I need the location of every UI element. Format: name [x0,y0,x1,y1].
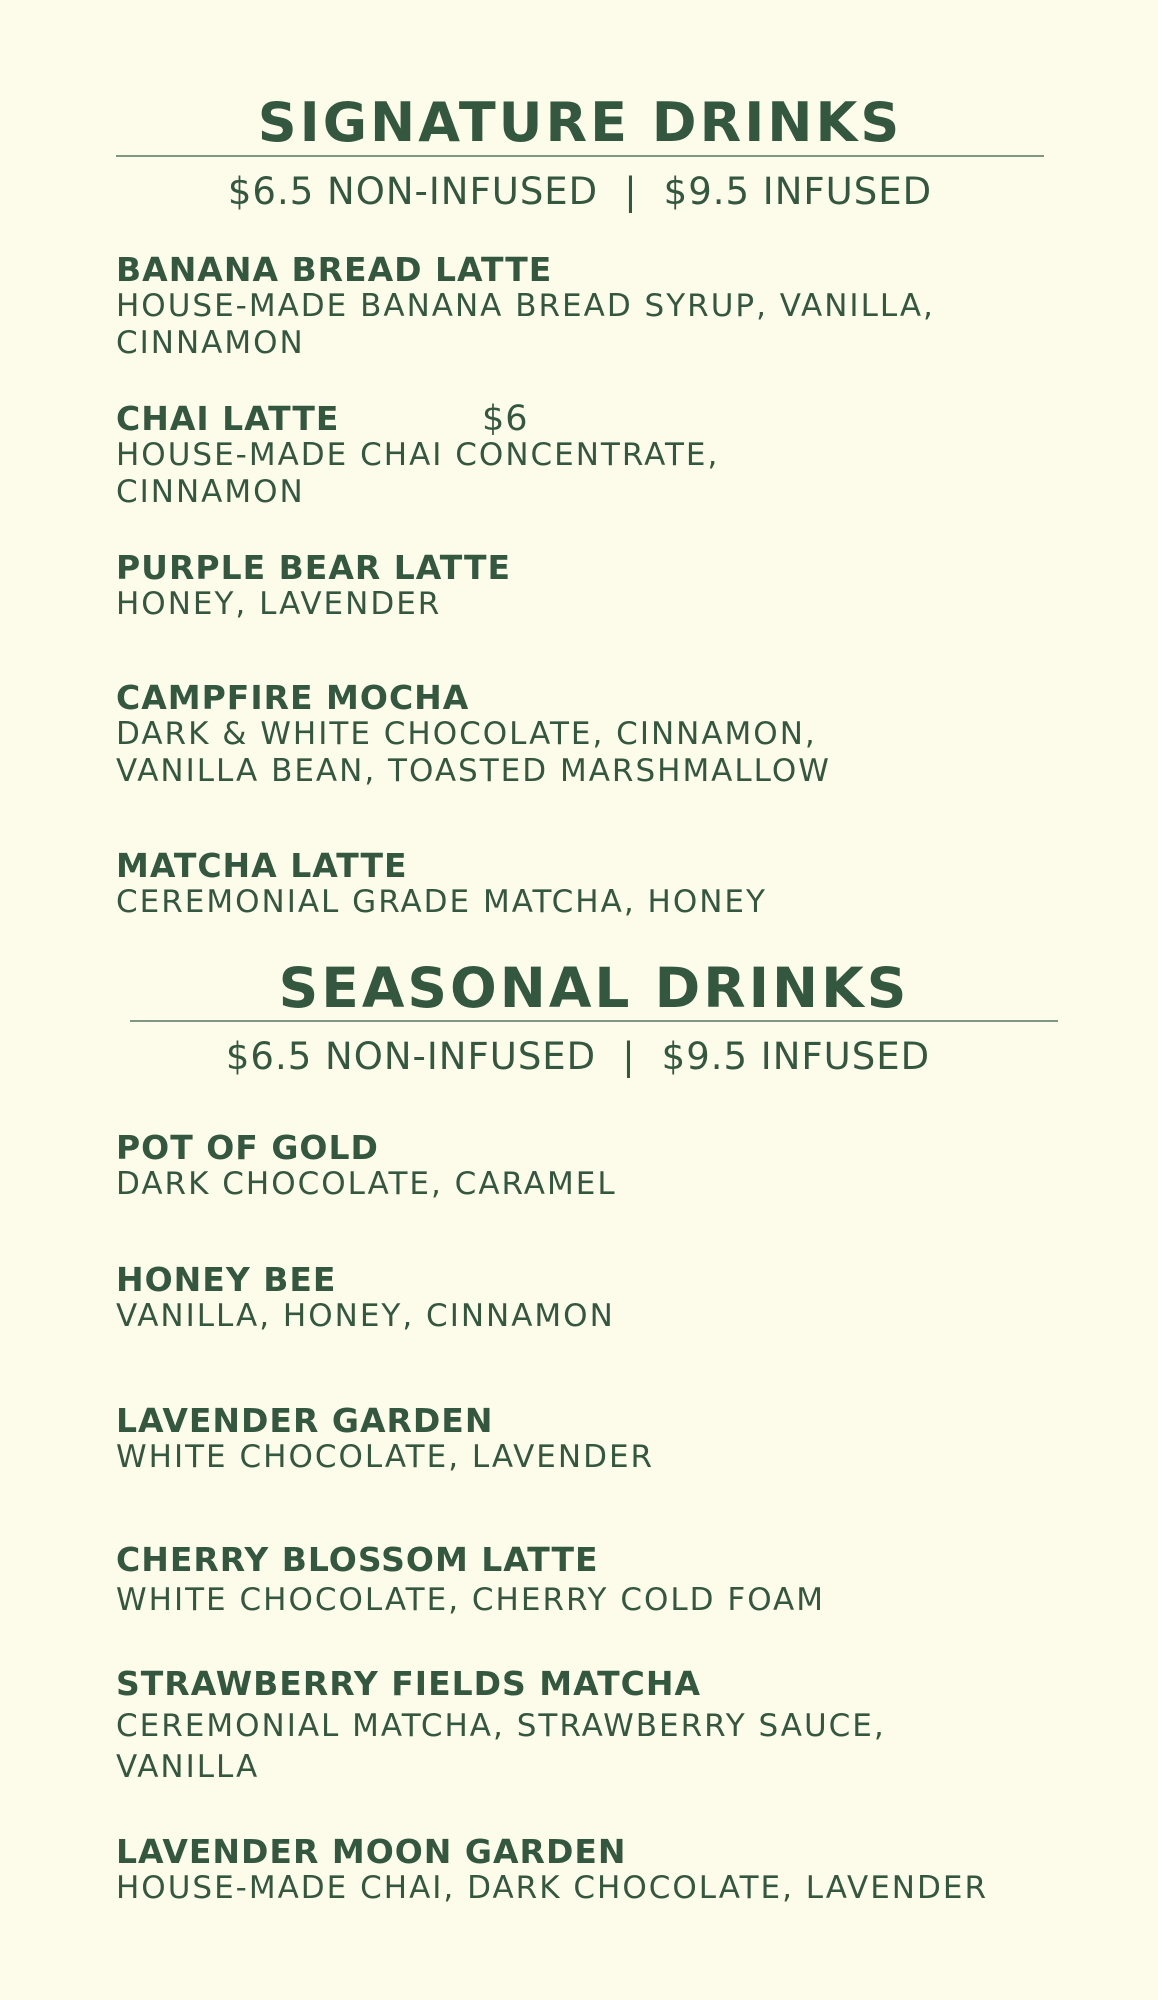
item-description-line: VANILLA, HONEY, CINNAMON [116,1298,615,1334]
item-description [116,288,1076,362]
seasonal-divider [130,1020,1058,1022]
item-description [116,716,1076,790]
item-description [116,1706,1076,1788]
item-description-line: VANILLA BEAN, TOASTED MARSHMALLOW [116,753,831,789]
signature-price-separator: | [624,170,638,213]
item-name: LAVENDER MOON GARDEN [116,1832,627,1871]
signature-price-line [116,170,1044,213]
item-name: MATCHA LATTE [116,846,408,885]
item-name: CHERRY BLOSSOM LATTE [116,1540,599,1579]
item-price: $6 [482,399,529,439]
signature-divider [116,155,1044,157]
item-description-line: CEREMONIAL MATCHA, STRAWBERRY SAUCE, [116,1708,886,1744]
menu-item-chai-latte [116,401,1076,511]
item-name: HONEY BEE [116,1260,337,1299]
item-description-line: HOUSE-MADE CHAI CONCENTRATE, [116,437,720,473]
menu-item-pot-of-gold [116,1130,1076,1203]
item-name: POT OF GOLD [116,1128,379,1167]
seasonal-price-non-infused: $6.5 NON-INFUSED [225,1035,597,1078]
menu-item-matcha-latte [116,848,1076,921]
menu-item-strawberry-fields-matcha [116,1666,1076,1788]
item-description [116,586,1076,623]
signature-section-title: SIGNATURE DRINKS [257,91,903,154]
item-description-line: CINNAMON [116,325,305,361]
item-description [116,437,1076,511]
menu-item-honey-bee [116,1262,1076,1335]
seasonal-section-title: SEASONAL DRINKS [278,956,910,1020]
item-description-line: WHITE CHOCOLATE, LAVENDER [116,1439,655,1475]
seasonal-price-separator: | [622,1035,636,1078]
item-name: CAMPFIRE MOCHA [116,678,470,717]
item-description [116,884,1076,921]
item-name: LAVENDER GARDEN [116,1401,494,1440]
item-description-line: CEREMONIAL GRADE MATCHA, HONEY [116,884,767,920]
menu-item-cherry-blossom-latte [116,1542,1076,1619]
seasonal-price-infused: $9.5 INFUSED [661,1035,931,1078]
menu-item-banana-bread-latte [116,252,1076,362]
item-description-line: VANILLA [116,1749,260,1785]
item-description-line: HOUSE-MADE BANANA BREAD SYRUP, VANILLA, [116,288,935,324]
item-name: STRAWBERRY FIELDS MATCHA [116,1664,701,1703]
menu-item-lavender-moon-garden [116,1834,1076,1907]
signature-price-non-infused: $6.5 NON-INFUSED [227,170,599,213]
item-description [116,1298,1076,1335]
signature-price-infused: $9.5 INFUSED [663,170,933,213]
item-name: CHAI LATTE [116,399,340,438]
item-description [116,1166,1076,1203]
menu-item-campfire-mocha [116,680,1076,790]
item-description [116,1439,1076,1476]
item-description [116,1582,1076,1619]
seasonal-price-line [114,1035,1042,1078]
item-description-line: HONEY, LAVENDER [116,586,442,622]
item-description-line: DARK & WHITE CHOCOLATE, CINNAMON, [116,716,817,752]
menu-item-lavender-garden [116,1403,1076,1476]
item-description-line: CINNAMON [116,474,305,510]
item-description-line: HOUSE-MADE CHAI, DARK CHOCOLATE, LAVENDER [116,1870,988,1906]
item-description [116,1870,1076,1907]
item-name: BANANA BREAD LATTE [116,250,553,289]
item-name: PURPLE BEAR LATTE [116,548,512,587]
item-description-line: DARK CHOCOLATE, CARAMEL [116,1166,617,1202]
menu-item-purple-bear-latte [116,550,1076,623]
item-description-line: WHITE CHOCOLATE, CHERRY COLD FOAM [116,1582,826,1618]
